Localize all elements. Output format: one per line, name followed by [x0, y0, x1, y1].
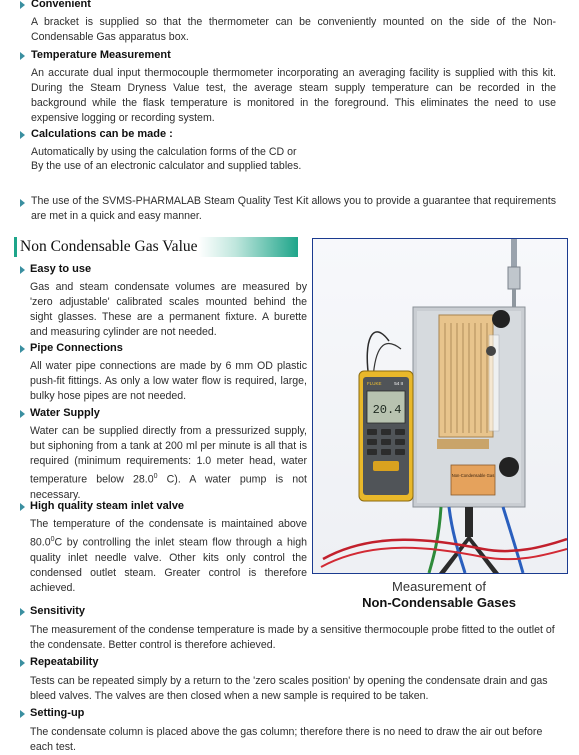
- photo-caption-line2: Non-Condensable Gases: [362, 595, 516, 610]
- text-inlet-valve-b: C by controlling the inlet steam flow through a high quality inlet needle valve. Other kits only control the condensed outlet steam. Greater control is therefore achieved.: [30, 536, 307, 594]
- bullet-inlet: [20, 503, 25, 511]
- text-pipe-connections: All water pipe connections are made by 6 mm OD plastic push-fit fittings. As only a low water flow is required, large, bulky hose pipes are not needed.: [30, 360, 307, 402]
- bullet-easy: [20, 266, 25, 274]
- apparatus-illustration: [313, 239, 567, 573]
- heading-inlet-valve: High quality steam inlet valve: [30, 500, 185, 512]
- meter-display: 20.4: [372, 403, 402, 417]
- meter-brand: FLUKE: [367, 381, 382, 386]
- text-sensitivity: The measurement of the condense temperature is made by a sensitive thermocouple probe fitted to the outlet of the condensate. Better control is therefore achieved.: [30, 624, 555, 651]
- heading-repeatability: Repeatability: [30, 656, 99, 668]
- product-photo: [312, 238, 568, 574]
- bullet-repeatability: [20, 659, 25, 667]
- heading-water-supply: Water Supply: [30, 407, 100, 419]
- text-setting-up: The condensate column is placed above the gas column; therefore there is no need to draw the air out before each test.: [30, 726, 543, 753]
- section-title: Non Condensable Gas Value: [20, 238, 198, 255]
- heading-temperature: Temperature Measurement: [31, 49, 171, 61]
- bullet-calculations: [20, 131, 25, 139]
- section-title-accent: [14, 237, 17, 257]
- degree-superscript: 0: [50, 536, 55, 543]
- heading-calculations: Calculations can be made :: [31, 128, 173, 140]
- gas-label-text: Non-Condensable Gas: [451, 473, 495, 478]
- text-water-supply: [30, 424, 307, 503]
- meter-model: 54 II: [394, 381, 403, 386]
- bullet-setting-up: [20, 710, 25, 718]
- text-inlet-valve-a: The temperature of the condensate is maintained above 80.0: [30, 518, 307, 549]
- heading-sensitivity: Sensitivity: [30, 605, 86, 617]
- text-easy-to-use: Gas and steam condensate volumes are measured by 'zero adjustable' calibrated scales mounted behind the sight glasses. These are a permanent fixture. A burette and measuring cylinder are not needed.: [30, 281, 307, 338]
- bullet-temperature: [20, 52, 25, 60]
- text-inlet-valve: [30, 517, 307, 596]
- heading-setting-up: Setting-up: [30, 707, 85, 719]
- photo-caption-line1: Measurement of: [392, 579, 486, 594]
- text-repeatability: Tests can be repeated simply by a return to the 'zero scales position' by opening the condensate drain and gas bleed valves. The valves are then closed when a new sample is required to be taken.: [30, 675, 548, 702]
- heading-easy-to-use: Easy to use: [30, 263, 92, 275]
- bullet-convenient: [20, 1, 25, 9]
- bullet-pipe: [20, 345, 25, 353]
- text-calc-line2: By the use of an electronic calculator and supplied tables.: [31, 160, 302, 172]
- bullet-guarantee: [20, 199, 25, 207]
- bullet-water: [20, 410, 25, 418]
- text-water-supply-b: C). A water pump is not necessary.: [30, 473, 307, 501]
- text-guarantee: The use of the SVMS-PHARMALAB Steam Quality Test Kit allows you to provide a guarantee that requirements are met in a quick and easy manner.: [31, 195, 556, 222]
- heading-convenient: Convenient: [31, 0, 91, 10]
- text-temperature: An accurate dual input thermocouple thermometer incorporating an averaging facility is supplied with this kit. During the Steam Dryness Value test, the average steam supply temperature can be recorded in the background while the flask temperature is monitored in the foreground. This eliminates the need to use expensive logging or recording system.: [31, 67, 556, 124]
- text-calc-line1: Automatically by using the calculation forms of the CD or: [31, 146, 297, 158]
- text-water-supply-a: Water can be supplied directly from a pressurized supply, but siphoning from a tank at 200 ml per minute is all that is required (minimum requirements: 1.0 meter head, water temperature below 28.0: [30, 425, 307, 486]
- bullet-sensitivity: [20, 608, 25, 616]
- text-convenient: A bracket is supplied so that the thermometer can be conveniently mounted on the side of the Non-Condensable Gas apparatus box.: [31, 16, 556, 43]
- heading-pipe-connections: Pipe Connections: [30, 342, 123, 354]
- degree-superscript: 0: [153, 473, 158, 480]
